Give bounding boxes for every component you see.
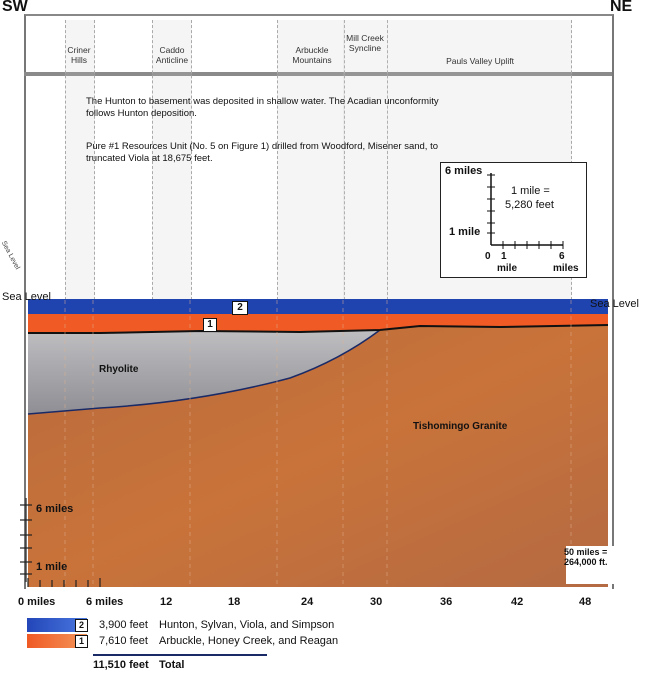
x-axis-label-42: 42 [511, 596, 524, 608]
inset-label-6-miles: 6 miles [445, 165, 483, 177]
layer-2-number-box: 2 [232, 301, 248, 315]
x-axis-label-12: 12 [160, 596, 173, 608]
region-arbuckle-mountains: Arbuckle Mountains [292, 45, 332, 65]
note-paragraph-1: The Hunton to basement was deposited in shallow water. The Acadian unconformity follows Hunton deposition. [86, 96, 439, 119]
inset-x-one-unit: mile [497, 263, 518, 274]
region-mill-creek-syncline: Mill Creek Syncline [346, 33, 384, 53]
inset-equation-line-2: 5,280 feet [505, 199, 554, 211]
granite-label: Tishomingo Granite [413, 421, 508, 432]
inset-x-six-unit: miles [553, 263, 579, 274]
corner-label-ne: NE [610, 0, 633, 15]
inset-equation-line-1: 1 mile = [511, 185, 550, 197]
x-axis-label-24: 24 [301, 596, 314, 608]
x-axis-label-0: 0 miles [18, 596, 56, 608]
x-axis-label-48: 48 [579, 596, 592, 608]
legend-thickness-2: 3,900 feet [99, 619, 148, 631]
layer-1-number-box: 1 [203, 318, 217, 332]
x-axis-label-18: 18 [228, 596, 241, 608]
legend-num-1: 1 [75, 635, 88, 648]
note-paragraph-2: Pure #1 Resources Unit (No. 5 on Figure 1) drilled from Woodford, Misener sand, to truncated Viola at 18,675 feet. [86, 141, 439, 164]
rhyolite-label: Rhyolite [99, 364, 139, 375]
legend [27, 618, 447, 676]
vertical-scale-6-miles: 6 miles [36, 503, 74, 515]
inset-label-1-mile: 1 mile [449, 226, 481, 238]
legend-thickness-1: 7,610 feet [99, 635, 148, 647]
inset-x-six: 6 [559, 251, 565, 262]
corner-label-sw: SW [2, 0, 28, 15]
layer-2-hunton-band [28, 299, 608, 314]
horizontal-scale-line-2: 264,000 ft. [564, 557, 608, 567]
x-axis-label-30: 30 [370, 596, 383, 608]
inset-x-one: 1 [501, 251, 507, 262]
legend-formations-1: Arbuckle, Honey Creek, and Reagan [159, 635, 339, 647]
x-axis-label-36: 36 [440, 596, 453, 608]
legend-total-thickness: 11,510 feet [93, 659, 149, 671]
legend-formations-2: Hunton, Sylvan, Viola, and Simpson [159, 619, 335, 631]
horizontal-scale-box [566, 546, 614, 584]
inset-x-zero: 0 [485, 251, 491, 262]
x-axis-label-6: 6 miles [86, 596, 124, 608]
vertical-scale-1-mile: 1 mile [36, 561, 68, 573]
region-caddo-anticline: Caddo Anticline [155, 45, 189, 65]
legend-total-rule [93, 654, 267, 656]
region-pauls-valley-uplift: Pauls Valley Uplift [446, 56, 514, 66]
region-criner-hills: Criner Hills [67, 45, 91, 65]
sea-level-right-label: Sea Level [590, 298, 639, 310]
horizontal-scale-line-1: 50 miles = [564, 547, 608, 557]
legend-total-label: Total [159, 659, 185, 671]
legend-num-2: 2 [75, 619, 88, 632]
sea-level-rotated-label: Sea Level [0, 240, 21, 271]
sea-level-left-label: Sea Level [2, 291, 51, 303]
